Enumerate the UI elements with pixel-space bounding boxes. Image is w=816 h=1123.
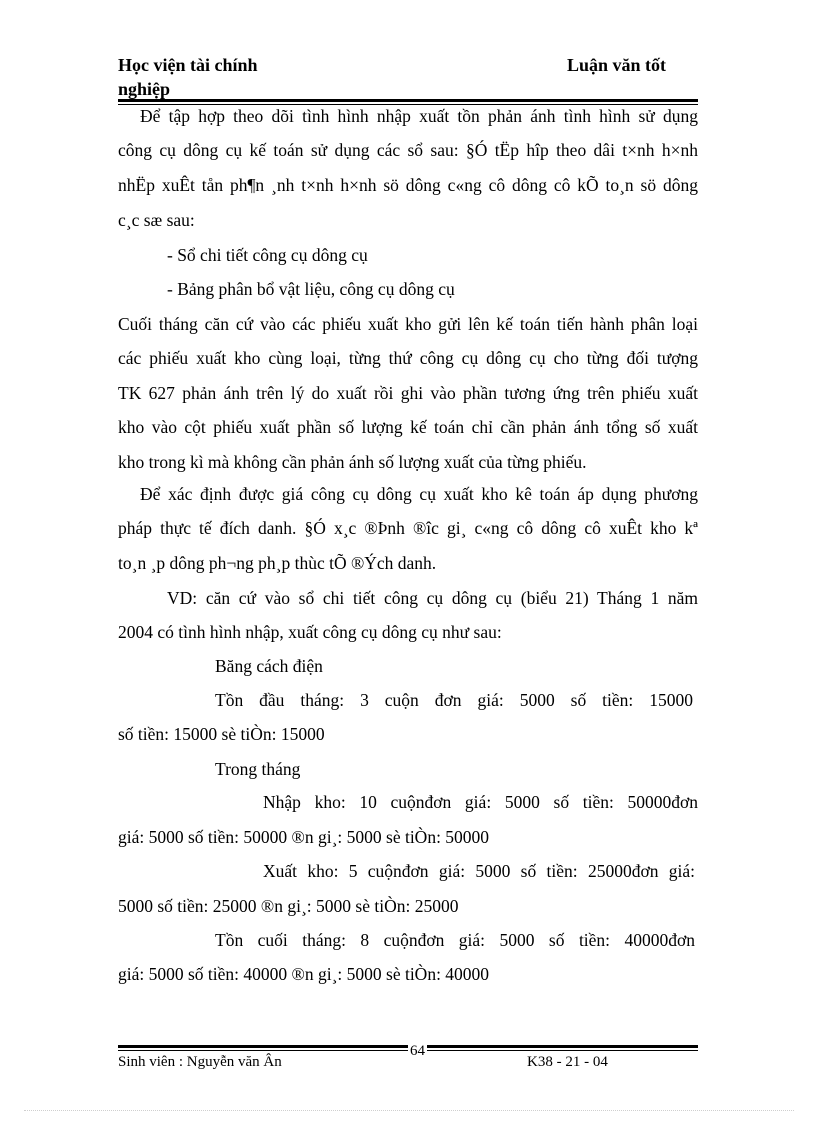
body-line: Để xác định được giá công cụ dông cụ xuất kho kê toán áp dụng phương [140,484,698,504]
body-line: Tồn cuối tháng: 8 cuộnđơn giá: 5000 số tiền: 40000đơn [215,930,695,950]
body-line: công cụ dông cụ kế toán sử dụng các sổ sau: §Ó tËp hîp theo dâi t×nh h×nh [118,140,698,160]
header-institution-line2: nghiệp [118,79,171,99]
page-number: 64 [410,1043,425,1059]
list-item: - Bảng phân bổ vật liệu, công cụ dông cụ [167,279,455,299]
body-line: Tồn đầu tháng: 3 cuộn đơn giá: 5000 số tiền: 15000 [215,690,693,710]
footer-student: Sinh viên : Nguyễn văn Ân [118,1054,282,1070]
body-line: kho trong kì mà không cần phản ánh số lượng xuất của từng phiếu. [118,452,587,472]
body-line: nhËp xuÊt tån ph¶n ¸nh t×nh h×nh sö dông c«ng cô dông cô kÕ to¸n sö dông [118,175,698,195]
page-bottom-divider [24,1110,794,1111]
item-name: Băng cách điện [215,656,323,676]
body-line: giá: 5000 số tiền: 50000 ®n gi¸: 5000 sè tiÒn: 50000 [118,827,490,847]
footer-class-code: K38 - 21 - 04 [527,1054,608,1070]
header-institution [118,53,258,101]
body-line: số tiền: 15000 sè tiÒn: 15000 [118,724,325,744]
body-line: to¸n ¸p dông ph¬ng ph¸p thùc tÕ ®Ých danh. [118,553,437,573]
body-line: kho vào cột phiếu xuất phần số lượng kế toán chỉ cần phản ánh tổng số xuất [118,417,698,437]
body-line: 5000 số tiền: 25000 ®n gi¸: 5000 sè tiÒn: 25000 [118,896,459,916]
body-line: TK 627 phản ánh trên lý do xuất rồi ghi vào phần tương ứng trên phiếu xuất [118,383,698,403]
body-line: 2004 có tình hình nhập, xuất công cụ dông cụ như sau: [118,622,502,642]
body-line: Để tập hợp theo dõi tình hình nhập xuất tồn phản ánh tình hình sử dụng [140,106,698,126]
body-line: giá: 5000 số tiền: 40000 ®n gi¸: 5000 sè tiÒn: 40000 [118,964,490,984]
body-line: Cuối tháng căn cứ vào các phiếu xuất kho gửi lên kế toán tiến hành phân loại [118,314,698,334]
header-institution-line1: Học viện tài chính [118,55,258,75]
body-line: các phiếu xuất kho cùng loại, từng thứ công cụ dông cụ cho từng đối tượng [118,348,698,368]
body-line: c¸c sæ sau: [118,210,195,230]
header-thesis-title: Luận văn tốt [567,55,667,75]
body-line: VD: căn cứ vào sổ chi tiết công cụ dông cụ (biểu 21) Tháng 1 năm [167,588,698,608]
list-item: - Sổ chi tiết công cụ dông cụ [167,245,368,265]
body-line: Nhập kho: 10 cuộnđơn giá: 5000 số tiền: 50000đơn [263,792,698,812]
body-line: pháp thực tế đích danh. §Ó x¸c ®Þnh ®îc gi¸ c«ng cô dông cô xuÊt kho kª [118,518,698,538]
body-line: Trong tháng [215,759,301,779]
header-rule-thick [118,99,698,102]
body-line: Xuất kho: 5 cuộnđơn giá: 5000 số tiền: 25000đơn giá: [263,861,695,881]
